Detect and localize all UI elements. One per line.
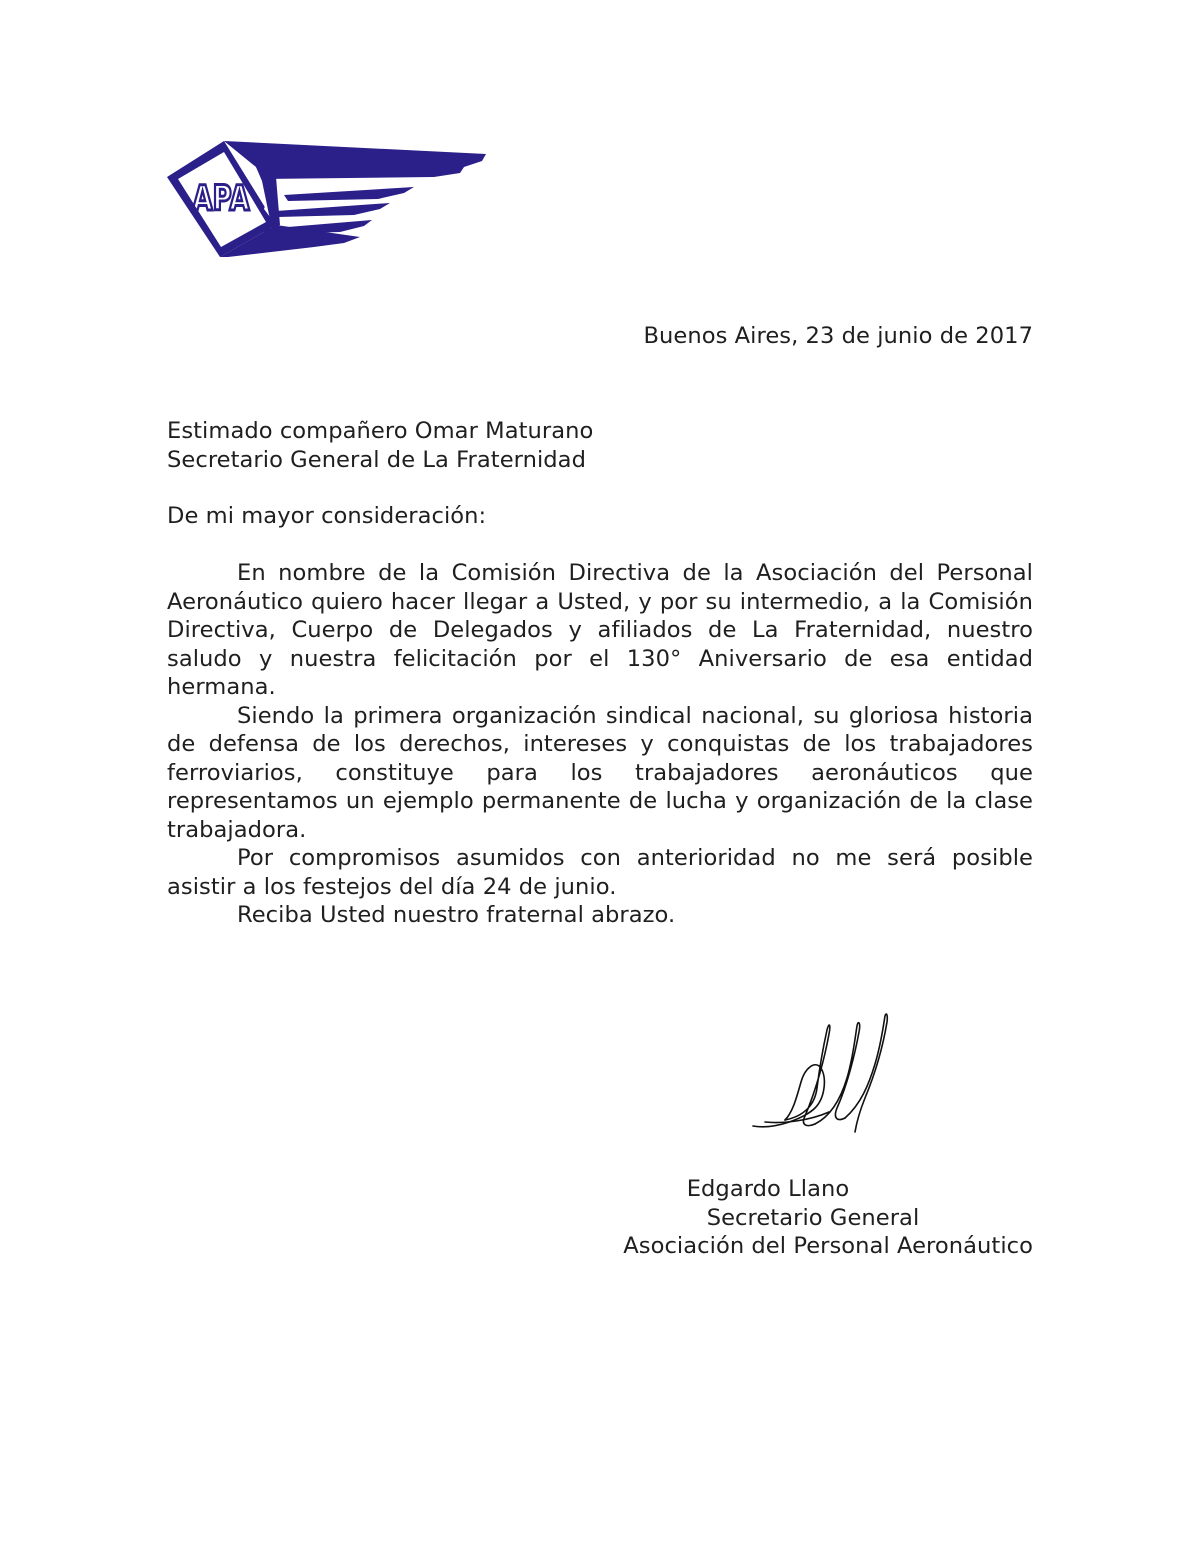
body-paragraph: Siendo la primera organización sindical nacional, su gloriosa historia de defensa de los derechos, intereses y conquistas de los trabajadores ferroviarios, constituye para los trabajadores aeronáuticos que representamos un ejemplo permanente de lucha y organización de la clase trabajadora. — [167, 702, 1033, 843]
salutation: De mi mayor consideración: — [167, 503, 487, 529]
recipient-name: Estimado compañero Omar Maturano — [167, 418, 594, 444]
recipient-title: Secretario General de La Fraternidad — [167, 446, 586, 473]
recipient-block — [167, 417, 593, 474]
body-paragraph: Por compromisos asumidos con anterioridad no me será posible asistir a los festejos del día 24 de junio. — [167, 845, 1033, 900]
apa-winged-logo-icon — [164, 137, 490, 261]
signer-title: Secretario General — [706, 1204, 920, 1231]
handwritten-signature — [745, 1008, 895, 1138]
signer-block — [593, 1175, 1033, 1261]
signer-organization: Asociación del Personal Aeronáutico — [623, 1233, 1033, 1259]
body-paragraph: En nombre de la Comisión Directiva de la Asociación del Personal Aeronáutico quiero hacer llegar a Usted, y por su intermedio, a la Comisión Directiva, Cuerpo de Delegados y afiliados de La Fraternidad, nuestro saludo y nuestra felicitación por el 130° Aniversario de esa entidad hermana. — [167, 560, 1033, 700]
date-line: Buenos Aires, 23 de junio de 2017 — [643, 323, 1033, 349]
logo-text: APA — [192, 178, 250, 219]
letter-body — [167, 559, 1033, 930]
body-paragraph: Reciba Usted nuestro fraternal abrazo. — [237, 902, 676, 928]
signer-name: Edgardo Llano — [686, 1176, 850, 1202]
